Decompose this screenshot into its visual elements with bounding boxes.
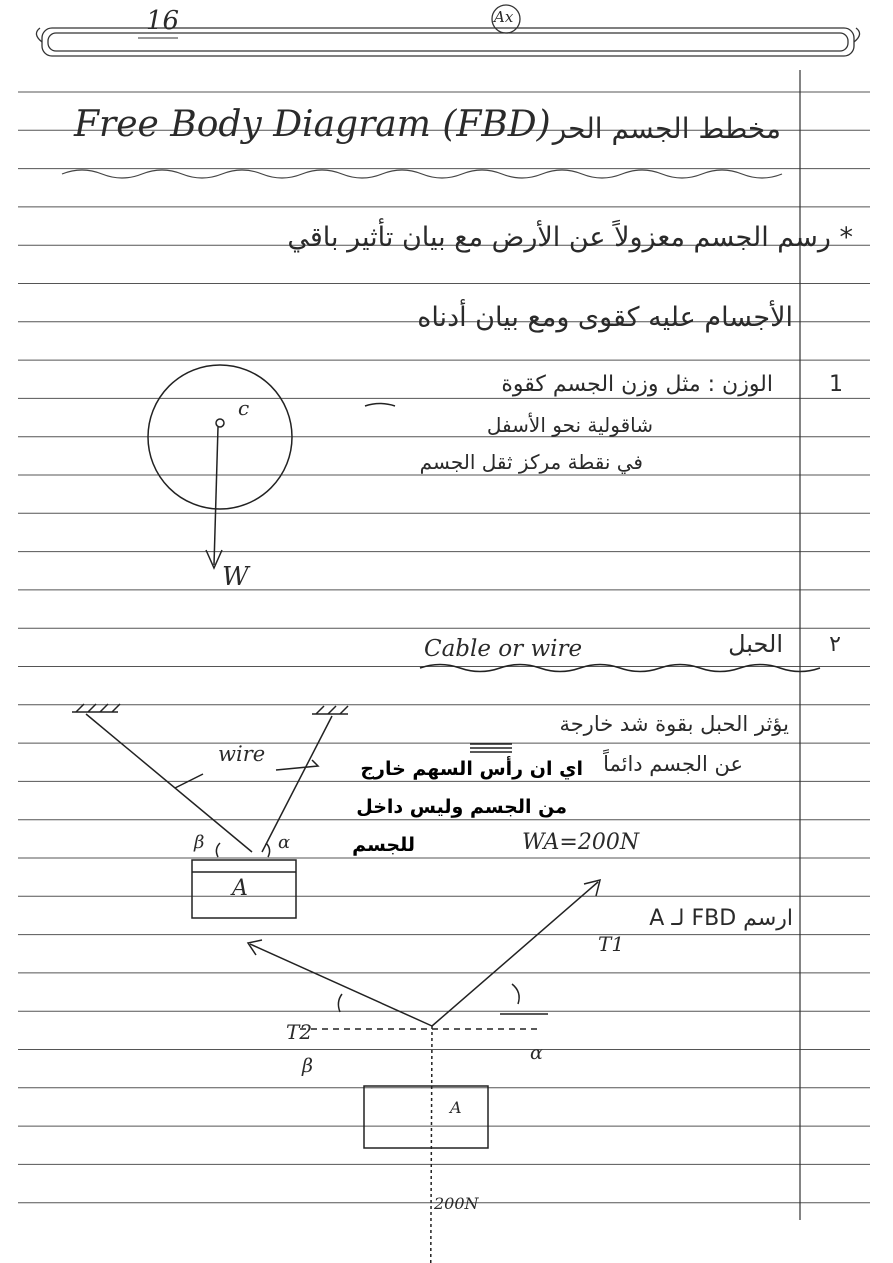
- wire-right: [262, 716, 332, 852]
- circled-mark: Ax: [494, 8, 514, 26]
- intro-line-1: * رسم الجسم معزولاً عن الأرض مع بيان تأثير باقي: [287, 222, 853, 253]
- fbd-angle-right: α: [530, 1042, 543, 1064]
- center-of-gravity-point: [216, 419, 224, 427]
- ceiling-right-hatch: [316, 706, 348, 714]
- block-angle-right: α: [278, 832, 291, 853]
- wire-label: wire: [218, 742, 266, 766]
- section2-arabic-title: الحبل: [728, 630, 783, 658]
- tension-t2-arrowhead: [248, 940, 262, 955]
- angle-arc-left: [216, 843, 220, 857]
- weight-diagram: [148, 365, 395, 568]
- fbd-diagram: [248, 880, 600, 1263]
- weight-200n-line: [430, 1026, 432, 1263]
- section2-line-2: عن الجسم دائماً: [603, 752, 743, 776]
- fbd-angle-arc-right: [512, 984, 519, 1004]
- cable-diagram: [72, 665, 820, 919]
- weight-label-underline: [365, 404, 395, 407]
- title-wavy-underline: [62, 170, 782, 178]
- fbd-load-label: 200N: [434, 1194, 479, 1213]
- weight-force-label: W: [222, 562, 249, 592]
- wire-left: [86, 714, 252, 852]
- angle-arc-right: [266, 843, 270, 857]
- section2-note-line-2: من الجسم وليس داخل: [356, 796, 567, 818]
- section2-english-title: Cable or wire: [424, 636, 583, 662]
- title-arabic: مخطط الجسم الحر: [552, 112, 781, 145]
- weight-double-underline: [470, 744, 512, 752]
- intro-line-2: الأجسام عليه كقوى ومع بيان أدناه: [417, 302, 793, 333]
- fbd-instruction: ارسم FBD لـ A: [649, 906, 793, 931]
- fbd-block: [364, 1086, 488, 1148]
- fbd-angle-arc-left: [338, 994, 342, 1012]
- cable-wavy-underline: [420, 665, 820, 672]
- center-point-label: c: [238, 396, 250, 420]
- section1-line-2: شاقولية نحو الأسفل: [486, 413, 653, 437]
- section2-line-1: يؤثر الحبل بقوة شد خارجة: [559, 712, 789, 736]
- section2-number: ٢: [829, 632, 841, 657]
- fbd-point-label: A: [450, 1098, 462, 1117]
- tension-t1-label: T1: [598, 932, 625, 956]
- weight-arrow-line: [214, 427, 218, 565]
- tension-t1-line: [432, 882, 598, 1026]
- section1-line-1: الوزن : مثل وزن الجسم كقوة: [501, 372, 773, 397]
- block-angle-left: β: [194, 832, 205, 853]
- fbd-angle-left: β: [302, 1055, 313, 1077]
- tension-t2-label: T2: [286, 1020, 313, 1044]
- section2-note-line-3: للجسم: [352, 834, 415, 856]
- tension-t2-line: [250, 944, 432, 1026]
- wire-pointer-right: [276, 760, 318, 770]
- section1-number: 1: [829, 372, 843, 397]
- section2-note-line-1: اي ان رأس السهم خارج: [360, 758, 583, 780]
- section1-line-3: في نقطة مركز ثقل الجسم: [419, 450, 643, 474]
- title-english: Free Body Diagram (FBD): [74, 104, 551, 145]
- section2-weight: WA=200N: [522, 830, 640, 855]
- block-a-label: A: [232, 876, 248, 901]
- page-number: 16: [146, 6, 180, 36]
